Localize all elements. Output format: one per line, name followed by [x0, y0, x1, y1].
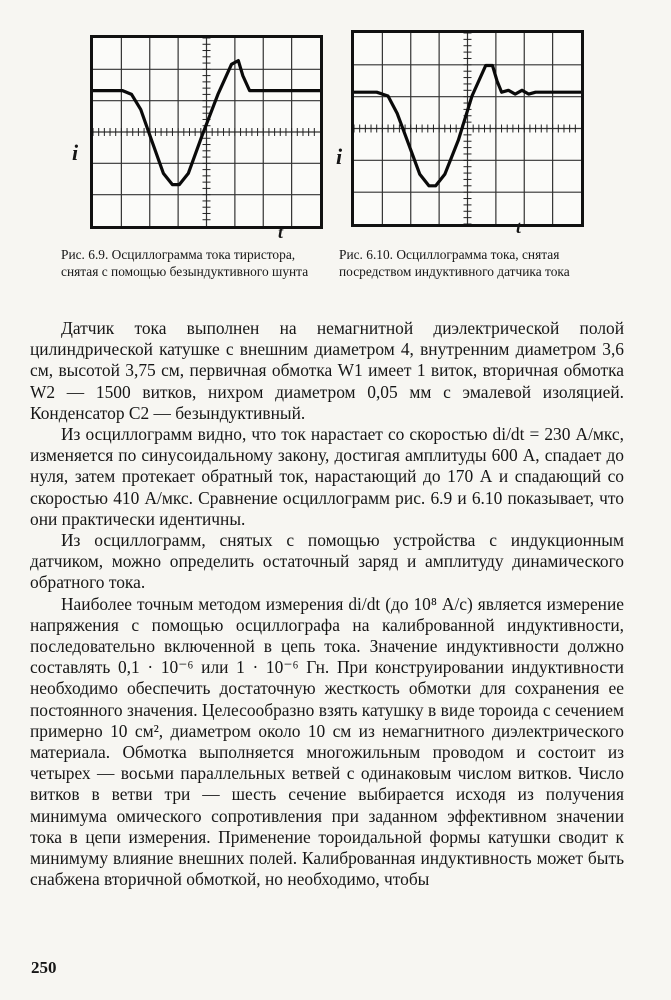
oscillogram-inductive-sensor-current	[351, 30, 584, 227]
paragraph: Наиболее точным методом измерения di/dt (до 10⁸ А/с) является измерение напряжения с помощью осциллографа на калиброванной индуктивности, последовательно включенной в цепь тока. Значение индуктивности должно составлять 0,1 · 10⁻⁶ или 1 · 10⁻⁶ Гн. При конструировании индуктивности необходимо обеспечить достаточную жесткость обмотки для сохранения ее постоянного значения. Целесообразно взять катушку в виде тороида с сечением примерно 10 см², диаметром около 10 см из немагнитного диэлектрического материала. Обмотка выполняется многожильным проводом и состоит из четырех — восьми параллельных ветвей с одинаковым числом витков. Число витков в ветви три — шесть сечение выбирается исходя из получения минимума омического сопротивления при заданном эффективном значении тока в цепи измерения. Применение тороидальной формы катушки сводит к минимуму влияние внешних полей. Калиброванная индуктивность может быть снабжена вторичной обмоткой, но необходимо, чтобы	[30, 593, 624, 890]
page-number: 250	[31, 958, 57, 977]
x-axis-label: t	[516, 217, 522, 237]
figure-caption: Рис. 6.9. Осциллограмма тока тиристора, снятая с помощью безындуктивного шунта	[61, 247, 309, 279]
oscillogram-thyristor-current	[90, 35, 323, 229]
paragraph: Датчик тока выполнен на немагнитной диэлектрической полой цилиндрической катушке с внешним диаметром 4, внутренним диаметром 3,6 см, высотой 3,75 см, первичная обмотка W1 имеет 1 виток, вторичная обмотка W2 — 1500 витков, нихром диаметром 0,05 мм с эмалевой изоляцией. Конденсатор C2 — безындуктивный.	[30, 318, 624, 423]
paragraph: Из осциллограмм, снятых с помощью устройства с индукционным датчиком, можно определить остаточный заряд и амплитуду динамического обратного тока.	[30, 530, 624, 593]
y-axis-label: i	[336, 144, 343, 169]
y-axis-label: i	[72, 140, 79, 165]
body-text	[30, 318, 624, 890]
x-axis-label: t	[278, 222, 284, 242]
oscillogram-plot	[354, 33, 581, 224]
oscillogram-plot	[93, 38, 320, 226]
paragraph: Из осциллограмм видно, что ток нарастает со скоростью di/dt = 230 А/мкс, изменяется по синусоидальному закону, достигая амплитуды 600 А, спадает до нуля, затем протекает обратный ток, нарастающий до 170 А и спадающий со скоростью 410 А/мкс. Сравнение осциллограмм рис. 6.9 и 6.10 показывает, что они практически идентичны.	[30, 424, 624, 529]
figure-caption: Рис. 6.10. Осциллограмма тока, снятая посредством индуктивного датчика тока	[339, 247, 570, 279]
